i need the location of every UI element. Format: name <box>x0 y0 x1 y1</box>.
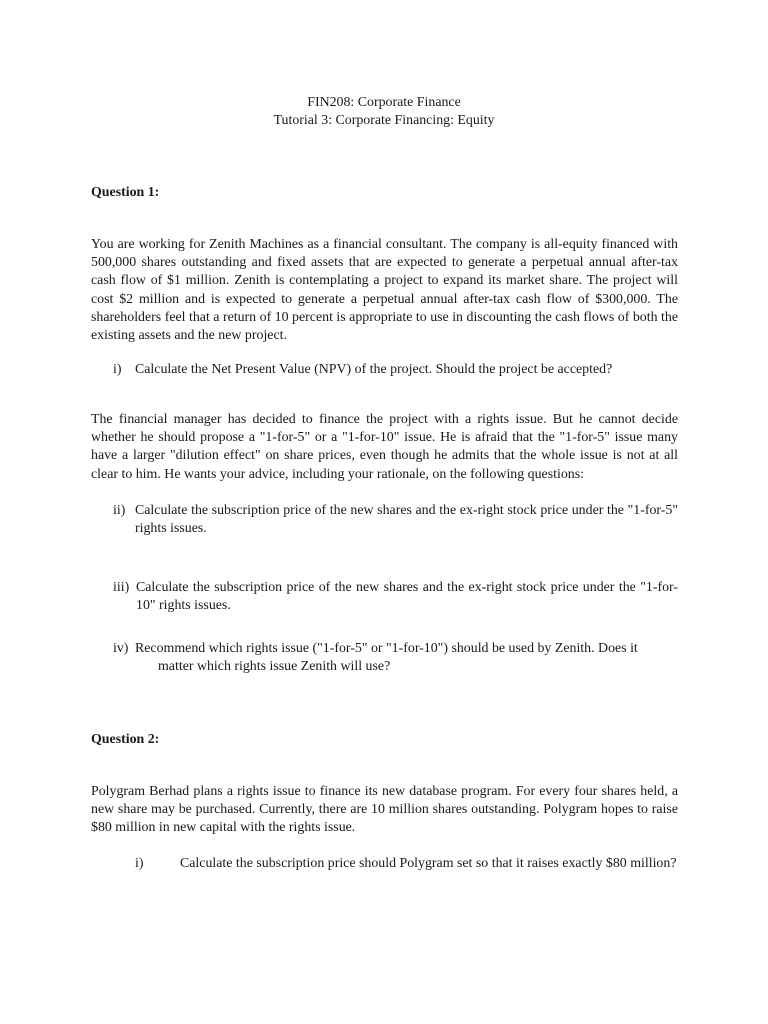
question-2-heading: Question 2: <box>91 732 160 747</box>
question-1-item-iii <box>113 579 678 615</box>
item-text-line-2: matter which rights issue Zenith will use? <box>158 659 391 675</box>
course-title: FIN208: Corporate Finance <box>307 95 461 110</box>
item-number: i) <box>113 362 122 377</box>
item-number: ii) <box>113 503 126 518</box>
question-2-intro: Polygram Berhad plans a rights issue to finance its new database program. For every four shares held, a new share may be purchased. Currently, there are 10 million shares outstanding. Polygram hopes to raise $80 million in new capital with the rights issue. <box>91 784 678 836</box>
question-1-item-ii <box>113 502 678 538</box>
question-1-intro: You are working for Zenith Machines as a financial consultant. The company is all-equity financed with 500,000 shares outstanding and fixed assets that are expected to generate a perpetual annual after-tax cash flow of $1 million. Zenith is contemplating a project to expand its market share. The project will cost $2 million and is expected to generate a perpetual annual after-tax cash flow of $300,000. The shareholders feel that a return of 10 percent is appropriate to use in discounting the cash flows of both the existing assets and the new project. <box>91 237 678 344</box>
item-text: Calculate the Net Present Value (NPV) of the project. Should the project be accepted? <box>135 362 613 377</box>
document-header <box>0 94 768 130</box>
question-1-item-iv <box>113 640 678 676</box>
question-2-item-i <box>135 855 678 873</box>
question-1-item-i <box>113 361 678 379</box>
tutorial-title: Tutorial 3: Corporate Financing: Equity <box>273 113 495 128</box>
item-text-line-1: Recommend which rights issue ("1-for-5" or "1-for-10") should be used by Zenith. Does it <box>135 641 638 656</box>
item-text: Calculate the subscription price should Polygram set so that it raises exactly $80 million? <box>180 856 677 871</box>
item-text: Calculate the subscription price of the new shares and the ex-right stock price under the "1-for-5" rights issues. <box>135 503 678 537</box>
question-1-context: The financial manager has decided to finance the project with a rights issue. But he cannot decide whether he should propose a "1-for-5" or a "1-for-10" issue. He is afraid that the "1-for-5" issue many have a larger "dilution effect" on share prices, even though he admits that the whole issue is not at all clear to him. He wants your advice, including your rationale, on the following questions: <box>91 412 678 482</box>
item-number: iii) <box>113 580 130 595</box>
item-number: iv) <box>113 641 129 656</box>
item-text: Calculate the subscription price of the new shares and the ex-right stock price under the "1-for-10" rights issues. <box>136 580 678 614</box>
item-number: i) <box>135 856 144 871</box>
question-1-heading: Question 1: <box>91 185 160 200</box>
